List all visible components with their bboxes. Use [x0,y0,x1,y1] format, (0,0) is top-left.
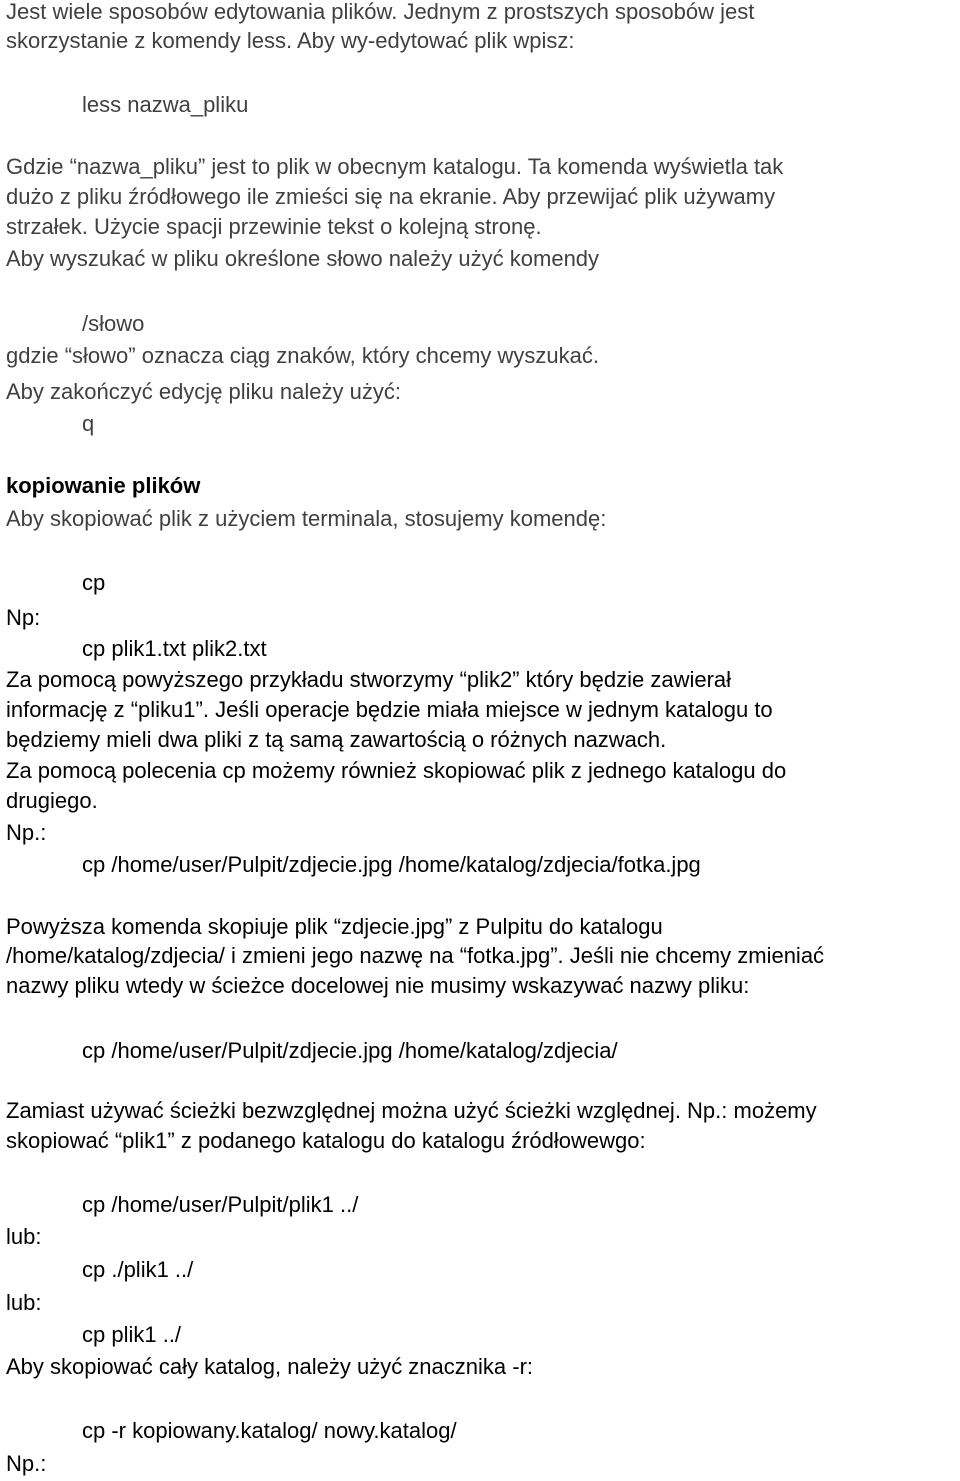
text-line: informację z “pliku1”. Jeśli operacje będzie miała miejsce w jednym katalogu to [6,697,773,722]
text-line: Za pomocą polecenia cp możemy również skopiować plik z jednego katalogu do [6,758,787,783]
text-line: skorzystanie z komendy less. Aby wy-edytować plik wpisz: [6,28,575,53]
example-label: lub: [6,1224,42,1249]
command-line: cp ./plik1 ../ [82,1257,194,1282]
text-line: Zamiast używać ścieżki bezwzględnej można użyć ścieżki względnej. Np.: możemy [6,1098,817,1123]
text-line: Aby wyszukać w pliku określone słowo należy użyć komendy [6,246,600,271]
command-line: q [82,411,95,436]
command-line: cp plik1 ../ [82,1322,182,1347]
text-line: /home/katalog/zdjecia/ i zmieni jego nazwę na “fotka.jpg”. Jeśli nie chcemy zmieniać [6,943,825,968]
text-line: drugiego. [6,788,98,813]
text-line: Jest wiele sposobów edytowania plików. Jednym z prostszych sposobów jest [6,0,755,24]
text-line: Powyższa komenda skopiuje plik “zdjecie.jpg” z Pulpitu do katalogu [6,914,663,939]
command-line: cp /home/user/Pulpit/plik1 ../ [82,1192,359,1217]
example-label: Np.: [6,1451,47,1476]
example-label: lub: [6,1290,42,1315]
command-line: cp [82,570,106,595]
text-line: Gdzie “nazwa_pliku” jest to plik w obecnym katalogu. Ta komenda wyświetla tak [6,154,784,179]
command-line: cp plik1.txt plik2.txt [82,636,267,661]
text-line: skopiować “plik1” z podanego katalogu do katalogu źródłowewgo: [6,1128,646,1153]
command-line: less nazwa_pliku [82,92,249,117]
command-line: /słowo [82,311,145,336]
text-line: strzałek. Użycie spacji przewinie tekst o kolejną stronę. [6,214,542,239]
text-line: Za pomocą powyższego przykładu stworzymy “plik2” który będzie zawierał [6,667,732,692]
text-line: Aby zakończyć edycję pliku należy użyć: [6,379,401,404]
text-line: nazwy pliku wtedy w ścieżce docelowej nie musimy wskazywać nazwy pliku: [6,973,750,998]
example-label: Np.: [6,820,47,845]
section-heading: kopiowanie plików [6,473,201,498]
text-line: dużo z pliku źródłowego ile zmieści się na ekranie. Aby przewijać plik używamy [6,184,776,209]
command-line: cp /home/user/Pulpit/zdjecie.jpg /home/katalog/zdjecia/fotka.jpg [82,852,701,877]
command-line: cp /home/user/Pulpit/zdjecie.jpg /home/katalog/zdjecia/ [82,1038,618,1063]
text-line: będziemy mieli dwa pliki z tą samą zawartością o różnych nazwach. [6,727,667,752]
command-line: cp -r kopiowany.katalog/ nowy.katalog/ [82,1418,457,1443]
text-line: Aby skopiować cały katalog, należy użyć znacznika -r: [6,1354,534,1379]
example-label: Np: [6,605,41,630]
text-line: gdzie “słowo” oznacza ciąg znaków, który chcemy wyszukać. [6,343,600,368]
text-line: Aby skopiować plik z użyciem terminala, stosujemy komendę: [6,506,607,531]
